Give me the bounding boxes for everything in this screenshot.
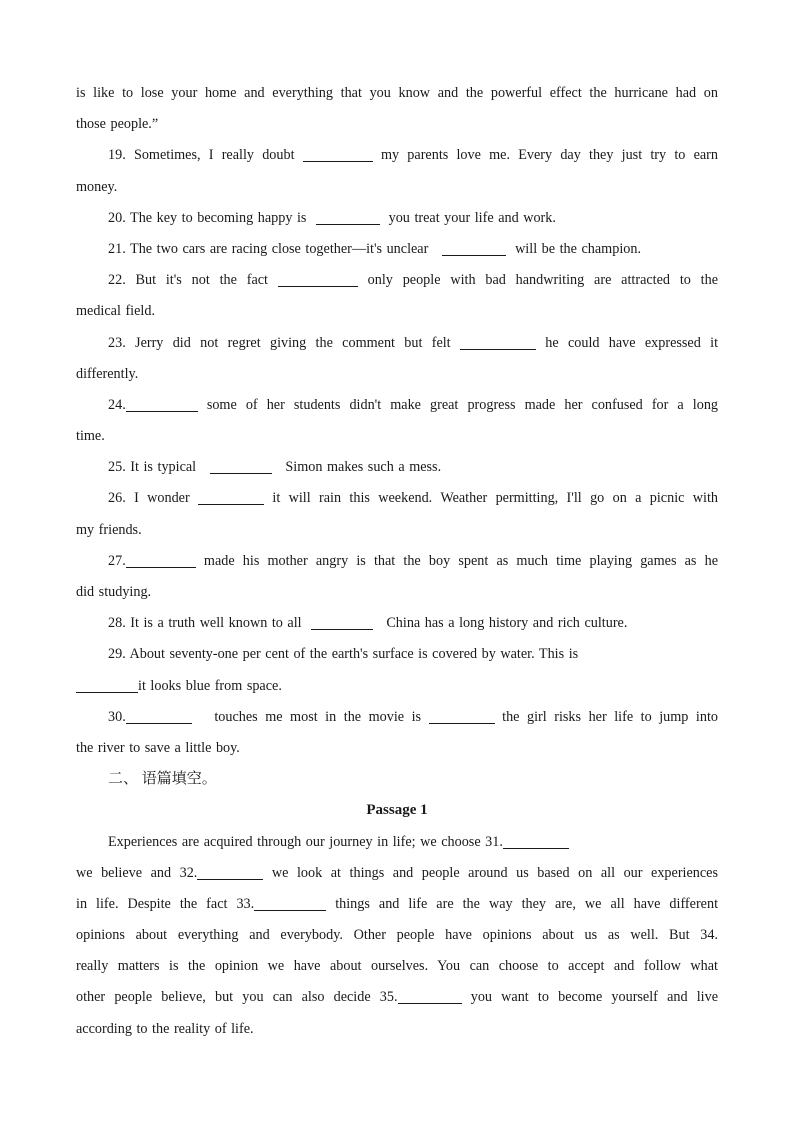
question-21 [76,234,718,265]
passage-line-3 [76,889,718,920]
question-text: some of her students didn't make great progress made her confused for a long [206,396,719,413]
passage-text: you want to become yourself and live [470,989,718,1006]
answer-blank-20[interactable] [316,209,380,225]
passage-line-6 [76,982,718,1013]
question-22-continuation [76,296,718,327]
question-text: 29. About seventy-one per cent of the earth's surface is covered by water. This is [108,646,579,663]
question-19 [76,140,718,171]
section-heading: 二、 语篇填空。 [108,771,217,788]
question-23 [76,328,718,359]
question-text: is like to lose your home and everything that you know and the powerful effect the hurricane had on [76,85,718,101]
question-text: those people.” [76,116,159,133]
question-text: 27. [108,552,126,569]
answer-blank-28[interactable] [311,614,373,630]
answer-blank-21[interactable] [442,240,506,256]
question-text: my friends. [76,521,142,538]
question-29-continuation [76,671,718,702]
answer-blank-27[interactable] [126,552,196,568]
passage-text: we look at things and people around us based on all our experiences [271,864,718,881]
question-20 [76,203,718,234]
question-26-continuation [76,515,718,546]
answer-blank-32[interactable] [197,864,263,880]
question-29 [76,639,718,670]
question-text: Simon makes such a mess. [285,459,442,476]
question-text: differently. [76,365,139,382]
question-18-continuation-line-2 [76,109,718,140]
question-28 [76,608,718,639]
answer-blank-31[interactable] [503,833,569,849]
answer-blank-33[interactable] [254,895,326,911]
passage-text: opinions about everything and everybody. Other people have opinions about us as well. But 34. [76,927,718,944]
question-18-continuation-line-1 [76,78,718,109]
passage-text: Experiences are acquired through our journey in life; we choose 31. [108,833,503,850]
worksheet-page [76,78,718,1045]
answer-blank-22[interactable] [278,271,358,287]
passage-text: in life. Despite the fact 33. [76,895,255,912]
question-19-continuation [76,172,718,203]
question-text: medical field. [76,303,155,320]
question-text: 21. The two cars are racing close together—it's unclear [108,240,429,257]
question-27-continuation [76,577,718,608]
answer-blank-30b[interactable] [429,708,495,724]
question-text: 19. Sometimes, I really doubt [108,147,295,164]
question-text: China has a long history and rich culture. [386,615,628,632]
question-text: 26. I wonder [108,490,190,507]
question-text: time. [76,428,105,445]
question-27 [76,546,718,577]
passage-line-1 [76,827,718,858]
question-text: 28. It is a truth well known to all [108,615,302,632]
question-30 [76,702,718,733]
question-text: the river to save a little boy. [76,739,240,756]
question-text: it will rain this weekend. Weather permitting, I'll go on a picnic with [272,490,718,507]
question-text: you treat your life and work. [388,209,556,226]
question-22 [76,265,718,296]
passage-line-4 [76,920,718,951]
question-text: 22. But it's not the fact [108,272,268,289]
passage-line-7 [76,1014,718,1045]
passage-title: Passage 1 [366,802,428,819]
question-text: only people with bad handwriting are attracted to the [367,272,719,289]
answer-blank-35[interactable] [398,988,462,1004]
answer-blank-19[interactable] [303,146,373,162]
question-text: he could have expressed it [545,334,719,351]
answer-blank-24[interactable] [126,396,198,412]
question-26 [76,483,718,514]
passage-line-2 [76,858,718,889]
answer-blank-23[interactable] [460,334,536,350]
question-24-continuation [76,421,718,452]
question-text: 20. The key to becoming happy is [108,209,307,226]
question-text: it looks blue from space. [138,677,282,694]
question-text: did studying. [76,584,152,600]
answer-blank-26[interactable] [198,489,264,505]
question-30-continuation [76,733,718,764]
passage-text: other people believe, but you can also decide 35. [76,989,398,1006]
question-text: 30. [108,708,126,725]
passage-text: things and life are the way they are, we all have different [335,895,719,912]
question-text: 23. Jerry did not regret giving the comment but felt [108,334,451,351]
question-24 [76,390,718,421]
question-text: will be the champion. [515,240,641,257]
question-text: 24. [108,396,126,413]
question-text: 25. It is typical [108,459,197,476]
question-23-continuation [76,359,718,390]
passage-text: we believe and 32. [76,864,198,881]
answer-blank-25[interactable] [210,458,272,474]
passage-text: really matters is the opinion we have about ourselves. You can choose to accept and follow what [76,958,718,975]
answer-blank-29[interactable] [76,677,138,693]
passage-line-5 [76,951,718,982]
passage-text: according to the reality of life. [76,1020,254,1037]
question-25 [76,452,718,483]
question-text: touches me most in the movie is [214,708,422,725]
question-text: my parents love me. Every day they just try to earn [380,147,718,164]
question-text: made his mother angry is that the boy spent as much time playing games as he [203,552,718,569]
question-text: the girl risks her life to jump into [502,708,718,725]
answer-blank-30a[interactable] [126,708,192,724]
question-text: money. [76,178,118,195]
